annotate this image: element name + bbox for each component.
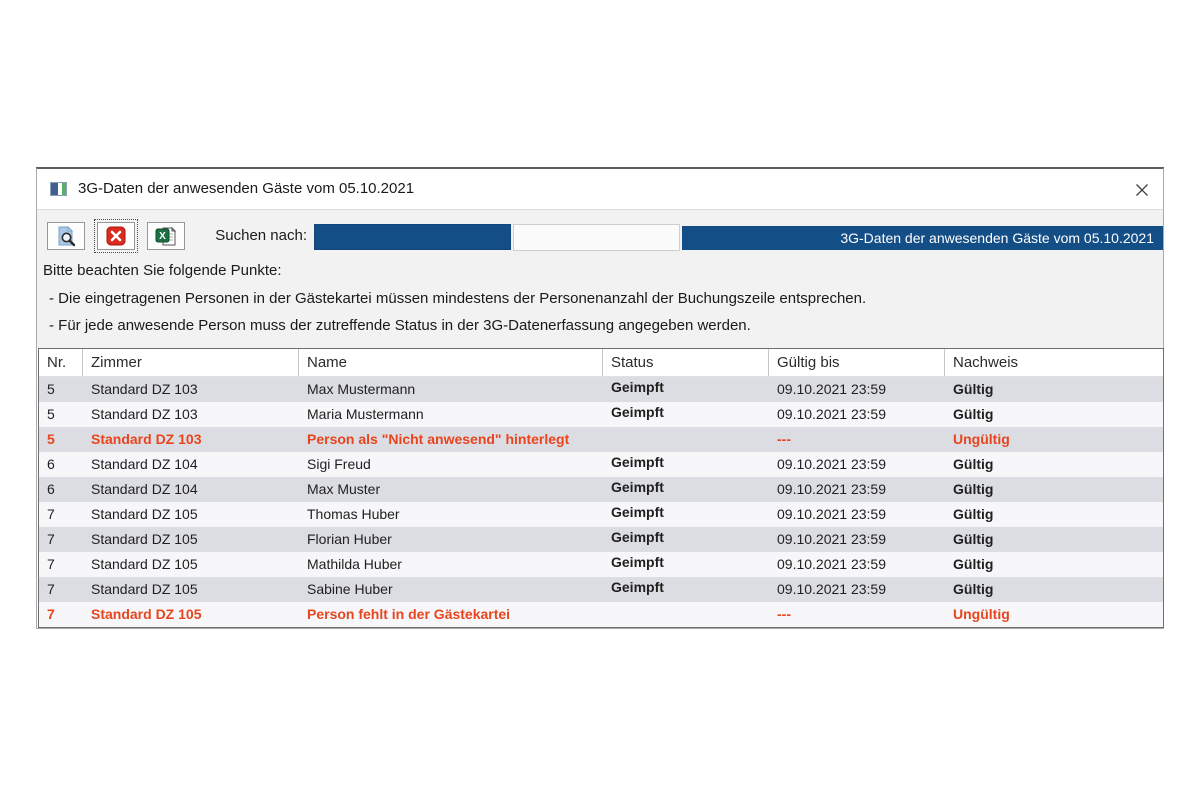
delete-icon <box>105 225 127 247</box>
table-row[interactable] <box>39 577 1163 602</box>
table-row[interactable] <box>39 427 1163 452</box>
cell-nr: 7 <box>47 556 55 572</box>
cell-nachweis: Gültig <box>953 556 994 572</box>
cell-nachweis: Gültig <box>953 506 994 522</box>
cell-nachweis: Gültig <box>953 581 994 597</box>
search-label: Suchen nach: <box>215 227 307 244</box>
excel-export-button[interactable] <box>147 222 185 250</box>
cell-nachweis: Gültig <box>953 456 994 472</box>
cell-zimmer: Standard DZ 105 <box>91 506 198 522</box>
cell-name: Person als "Nicht anwesend" hinterlegt <box>307 431 570 447</box>
guest-3g-table <box>38 348 1164 628</box>
cell-nr: 7 <box>47 531 55 547</box>
cell-nachweis: Ungültig <box>953 606 1010 622</box>
delete-button[interactable] <box>97 222 135 250</box>
cell-nachweis: Gültig <box>953 406 994 422</box>
cell-name: Mathilda Huber <box>307 556 402 572</box>
cell-status: Geimpft <box>611 579 664 595</box>
cell-name: Max Muster <box>307 481 381 497</box>
cell-name: Max Mustermann <box>307 381 416 397</box>
cell-name: Florian Huber <box>307 531 392 547</box>
table-header-row <box>39 349 1163 377</box>
cell-name: Sabine Huber <box>307 581 393 597</box>
table-row[interactable] <box>39 402 1163 427</box>
cell-gueltig-bis: 09.10.2021 23:59 <box>777 456 886 472</box>
svg-text:X: X <box>159 231 166 242</box>
cell-nachweis: Gültig <box>953 481 994 497</box>
cell-name: Person fehlt in der Gästekartei <box>307 606 511 622</box>
cell-gueltig-bis: 09.10.2021 23:59 <box>777 556 886 572</box>
cell-gueltig-bis: --- <box>777 606 791 622</box>
column-header-gueltig-bis[interactable]: Gültig bis <box>769 349 945 376</box>
notes-intro: Bitte beachten Sie folgende Punkte: <box>43 262 282 279</box>
search-input[interactable] <box>314 224 511 250</box>
cell-status <box>603 425 769 450</box>
cell-gueltig-bis: 09.10.2021 23:59 <box>777 531 886 547</box>
note-line: - Die eingetragenen Personen in der Gästekartei müssen mindestens der Personenanzahl der Buchungszeile entsprechen. <box>49 290 867 307</box>
cell-status <box>603 600 769 625</box>
cell-nr: 7 <box>47 606 55 622</box>
cell-status: Geimpft <box>611 529 664 545</box>
column-header-nr[interactable]: Nr. <box>39 349 83 376</box>
cell-status: Geimpft <box>611 379 664 395</box>
cell-nachweis: Gültig <box>953 531 994 547</box>
cell-zimmer: Standard DZ 105 <box>91 556 198 572</box>
cell-zimmer: Standard DZ 105 <box>91 581 198 597</box>
cell-status: Geimpft <box>611 454 664 470</box>
app-icon <box>50 182 67 196</box>
report-title-banner: 3G-Daten der anwesenden Gäste vom 05.10.2021 <box>682 226 1163 250</box>
cell-zimmer: Standard DZ 103 <box>91 406 198 422</box>
column-header-nachweis[interactable]: Nachweis <box>953 354 1019 371</box>
note-line: - Für jede anwesende Person muss der zutreffende Status in der 3G-Datenerfassung angegeben werden. <box>49 317 751 334</box>
cell-nr: 5 <box>47 406 55 422</box>
column-header-name[interactable]: Name <box>299 349 603 376</box>
cell-nr: 6 <box>47 481 55 497</box>
cell-gueltig-bis: 09.10.2021 23:59 <box>777 406 886 422</box>
cell-zimmer: Standard DZ 104 <box>91 481 198 497</box>
table-row[interactable] <box>39 502 1163 527</box>
cell-gueltig-bis: 09.10.2021 23:59 <box>777 506 886 522</box>
cell-status: Geimpft <box>611 404 664 420</box>
table-row[interactable] <box>39 527 1163 552</box>
close-icon <box>1135 183 1149 197</box>
close-button[interactable] <box>1132 180 1152 200</box>
cell-zimmer: Standard DZ 103 <box>91 431 202 447</box>
table-row[interactable] <box>39 552 1163 577</box>
cell-nr: 5 <box>47 431 55 447</box>
cell-nr: 6 <box>47 456 55 472</box>
search-icon <box>54 225 78 247</box>
cell-nr: 5 <box>47 381 55 397</box>
cell-zimmer: Standard DZ 104 <box>91 456 198 472</box>
column-header-zimmer[interactable]: Zimmer <box>83 349 299 376</box>
cell-zimmer: Standard DZ 105 <box>91 606 202 622</box>
window-title: 3G-Daten der anwesenden Gäste vom 05.10.2021 <box>78 180 415 197</box>
search-button[interactable] <box>47 222 85 250</box>
cell-gueltig-bis: --- <box>777 431 791 447</box>
cell-name: Maria Mustermann <box>307 406 424 422</box>
table-row[interactable] <box>39 477 1163 502</box>
excel-export-icon <box>154 225 178 247</box>
cell-status: Geimpft <box>611 504 664 520</box>
cell-zimmer: Standard DZ 105 <box>91 531 198 547</box>
title-bar <box>37 169 1163 209</box>
toolbar-and-notes-panel <box>37 209 1163 348</box>
cell-status: Geimpft <box>611 554 664 570</box>
table-row[interactable] <box>39 377 1163 402</box>
cell-gueltig-bis: 09.10.2021 23:59 <box>777 481 886 497</box>
table-row[interactable] <box>39 602 1163 627</box>
cell-status: Geimpft <box>611 479 664 495</box>
cell-nr: 7 <box>47 581 55 597</box>
dialog-window <box>36 167 1164 629</box>
cell-name: Sigi Freud <box>307 456 371 472</box>
cell-nachweis: Ungültig <box>953 431 1010 447</box>
table-row[interactable] <box>39 452 1163 477</box>
cell-nachweis: Gültig <box>953 381 994 397</box>
column-header-status[interactable]: Status <box>603 349 769 376</box>
cell-nr: 7 <box>47 506 55 522</box>
cell-name: Thomas Huber <box>307 506 400 522</box>
cell-zimmer: Standard DZ 103 <box>91 381 198 397</box>
cell-gueltig-bis: 09.10.2021 23:59 <box>777 581 886 597</box>
table-body <box>39 377 1163 627</box>
search-input-secondary[interactable] <box>513 224 680 251</box>
cell-gueltig-bis: 09.10.2021 23:59 <box>777 381 886 397</box>
